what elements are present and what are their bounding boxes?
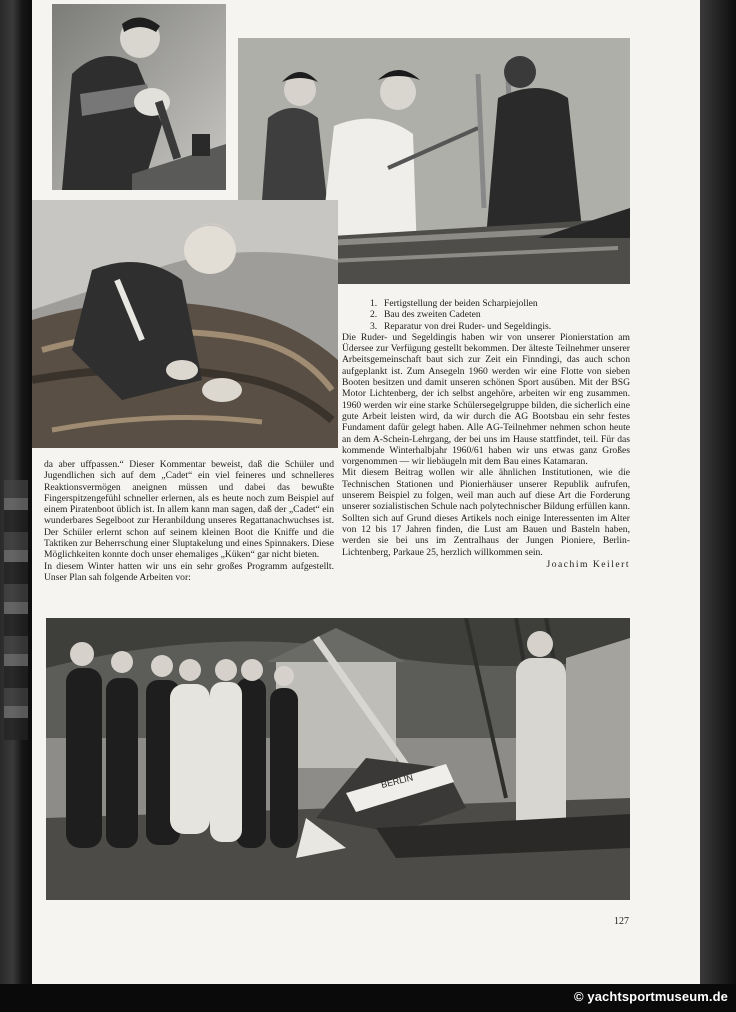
photo-man-chiseling-graphic [52, 4, 226, 190]
list-text: Reparatur von drei Ruder- und Segeldingis. [384, 320, 552, 332]
work-plan-list [342, 298, 630, 332]
right-paragraph-2: Mit diesem Beitrag wollen wir alle ähnlichen Institutionen, wie die Technischen Stationen und Pionierhäuser unserer Republik aufrufen, unserem Beispiel zu folgen, weil man auch auf diese Art die Forderung unserer sozialistischen Schule nach polytechnischer Bildung erfüllen kann. Sollten sich auf Grund dieses Artikels noch einige Interessenten im Alter von 12 bis 17 Jahren finden, die Lust am Bauen und Basteln haben, werden sie bei uns im Zentralhaus der Jungen Pioniere, Berlin-Lichtenberg, Parkaue 25, herzlich willkommen sein. [342, 467, 630, 558]
list-number: 3. [370, 320, 378, 332]
adjacent-page-photo-strip [4, 480, 28, 740]
page-number: 127 [614, 916, 629, 927]
watermark-text: © yachtsportmuseum.de [574, 989, 728, 1004]
photo-group-with-cadet-boat [46, 618, 630, 900]
boat-hull-label: BERLIN [380, 772, 415, 790]
photo-man-chiseling [52, 4, 226, 190]
work-plan-item [370, 309, 630, 320]
list-number: 1. [370, 298, 378, 309]
work-plan-item [370, 298, 630, 309]
right-paragraph-1: Die Ruder- und Segeldingis haben wir von unserer Pionierstation am Üdersee zur Verfügung gestellt bekommen. Der älteste Teilnehmer unserer Arbeitsgemeinschaft baut sich zur Zeit ein Finndingi, das auch schon aufgeplankt ist. Zum Ansegeln 1960 werden wir eine Flotte von sieben Booten besitzen und damit unseren schönen Sport ausüben. Mit der BSG Motor Lichtenberg, der ich selbst angehöre, arbeiten wir eng zusammen. 1960 werden wir eine starke Schülersegelgruppe bilden, die sicherlich eine gute Arbeit leisten wird, da wir durch die AG Bootsbau ein sehr festes Fundament dafür gelegt haben. Alle AG-Teilnehmer nehmen schon heute an dem A-Schein-Lehrgang, der bei uns im Hause stattfindet, teil. Für das kommende Winterhalbjahr 1960/61 haben wir uns etwas ganz Großes vorgenommen — wir liebäugeln mit dem Bau eines Katamaran. [342, 331, 630, 468]
article-right-column [342, 298, 630, 570]
scan-edge-right [700, 0, 736, 984]
left-paragraph-2: In diesem Winter hatten wir uns ein sehr großes Programm aufgestellt. Unser Plan sah folgende Arbeiten vor: [44, 560, 334, 583]
work-plan-item [370, 321, 630, 332]
article-left-column [44, 459, 334, 583]
list-text: Bau des zweiten Cadeten [384, 309, 481, 321]
list-number: 2. [370, 309, 378, 321]
list-text: Fertigstellung der beiden Scharpiejollen [384, 298, 538, 309]
photo-boy-in-hull [32, 200, 338, 448]
photo-boy-in-hull-graphic [32, 200, 338, 448]
left-paragraph-1: da aber uffpassen.“ Dieser Kommentar beweist, daß die Schüler und Jugendlichen sich auf dem „Cadet“ ein viel feineres und schnelleres Reaktionsvermögen aneignen müssen und dabei das bewußte Fingerspitzengefühl schneller erlernen, als es heute noch zum Beispiel auf einem Piratenboot üblich ist. In allem kann man sagen, daß der „Cadet“ ein wunderbares Segelboot zur Heranbildung unseres Regattanachwuchses ist. Der Schüler erlernt schon auf seinem kleinen Boot die Kniffe und die Taktiken zur Beherrschung einer Sluptakelung und eines Spinnakers. Diese Möglichkeiten konnte doch unser ehemaliges „Küken“ gar nicht bieten. [44, 459, 334, 561]
article-author: Joachim Keilert [546, 558, 630, 570]
photo-group-with-cadet-boat-graphic [46, 618, 630, 900]
